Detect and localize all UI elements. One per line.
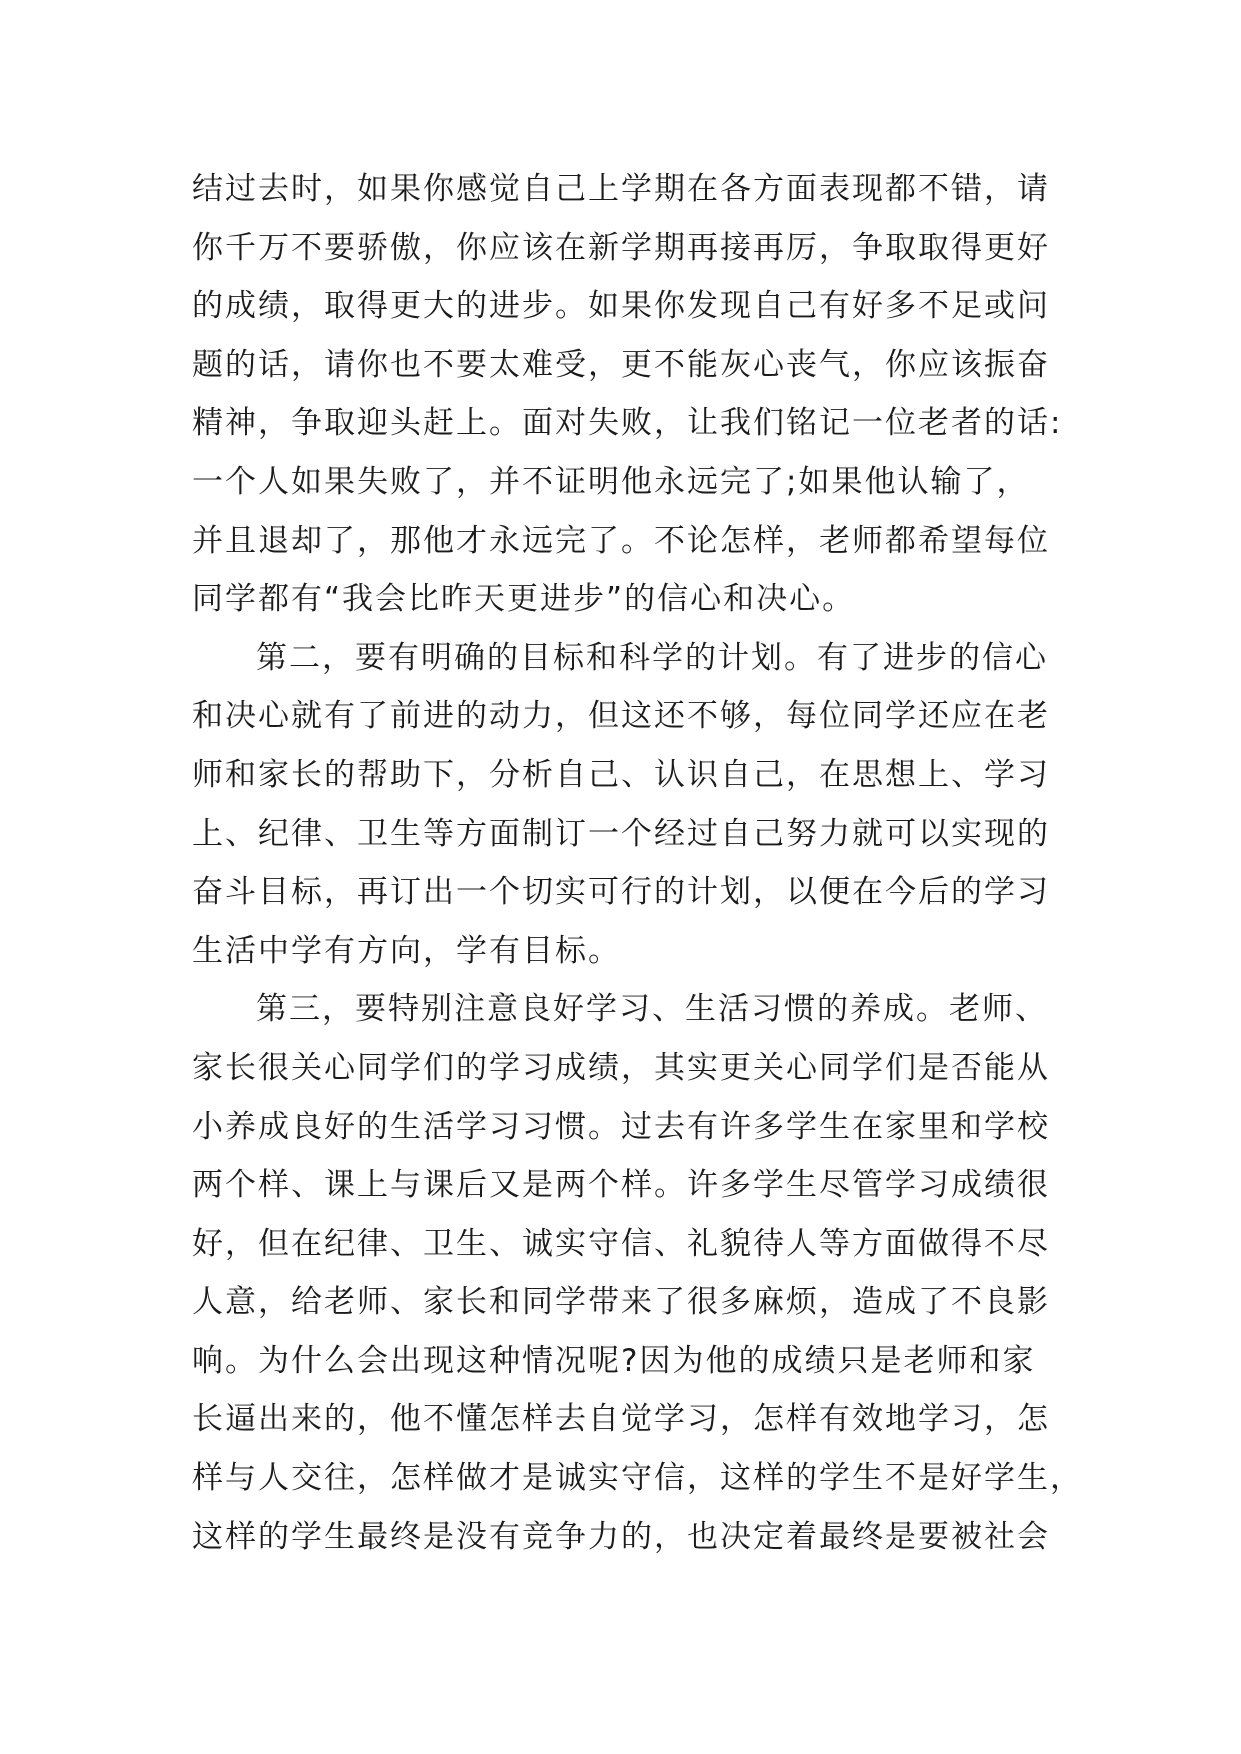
text-line: 和决心就有了前进的动力，但这还不够，每位同学还应在老 — [192, 698, 1050, 735]
paragraph-start-line: 第二，要有明确的目标和科学的计划。有了进步的信心 — [256, 639, 1048, 676]
text-line: 样与人交往，怎样做才是诚实守信，这样的学生不是好学生， — [192, 1460, 1083, 1497]
text-line: 一个人如果失败了，并不证明他永远完了;如果他认输了， — [192, 463, 1030, 500]
text-line: 师和家长的帮助下，分析自己、认识自己，在思想上、学习 — [192, 756, 1050, 793]
text-line: 同学都有“我会比昨天更进步”的信心和决心。 — [192, 581, 856, 618]
text-line: 结过去时，如果你感觉自己上学期在各方面表现都不错，请 — [192, 171, 1050, 207]
text-line: 这样的学生最终是没有竞争力的，也决定着最终是要被社会 — [192, 1518, 1050, 1555]
text-line: 生活中学有方向，学有目标。 — [192, 932, 621, 969]
text-line: 你千万不要骄傲，你应该在新学期再接再厉，争取取得更好 — [192, 229, 1050, 266]
text-line: 精神，争取迎头赶上。面对失败，让我们铭记一位老者的话: — [192, 405, 1063, 442]
text-line: 长逼出来的，他不懂怎样去自觉学习，怎样有效地学习，怎 — [192, 1401, 1050, 1438]
text-line: 好，但在纪律、卫生、诚实守信、礼貌待人等方面做得不尽 — [192, 1225, 1050, 1262]
text-line: 小养成良好的生活学习习惯。过去有许多学生在家里和学校 — [192, 1108, 1050, 1145]
text-line: 人意，给老师、家长和同学带来了很多麻烦，造成了不良影 — [192, 1284, 1050, 1321]
text-line: 两个样、课上与课后又是两个样。许多学生尽管学习成绩很 — [192, 1167, 1050, 1204]
body-text — [192, 160, 1083, 1566]
text-line: 家长很关心同学们的学习成绩，其实更关心同学们是否能从 — [192, 1049, 1050, 1086]
text-line: 奋斗目标，再订出一个切实可行的计划，以便在今后的学习 — [192, 874, 1050, 911]
text-line: 并且退却了，那他才永远完了。不论怎样，老师都希望每位 — [192, 522, 1050, 559]
text-line: 上、纪律、卫生等方面制订一个经过自己努力就可以实现的 — [192, 815, 1050, 852]
text-line: 的成绩，取得更大的进步。如果你发现自己有好多不足或问 — [192, 288, 1050, 325]
text-line: 响。为什么会出现这种情况呢?因为他的成绩只是老师和家 — [192, 1342, 1036, 1379]
text-line: 题的话，请你也不要太难受，更不能灰心丧气，你应该振奋 — [192, 346, 1050, 383]
paragraph-start-line: 第三，要特别注意良好学习、生活习惯的养成。老师、 — [256, 991, 1048, 1028]
